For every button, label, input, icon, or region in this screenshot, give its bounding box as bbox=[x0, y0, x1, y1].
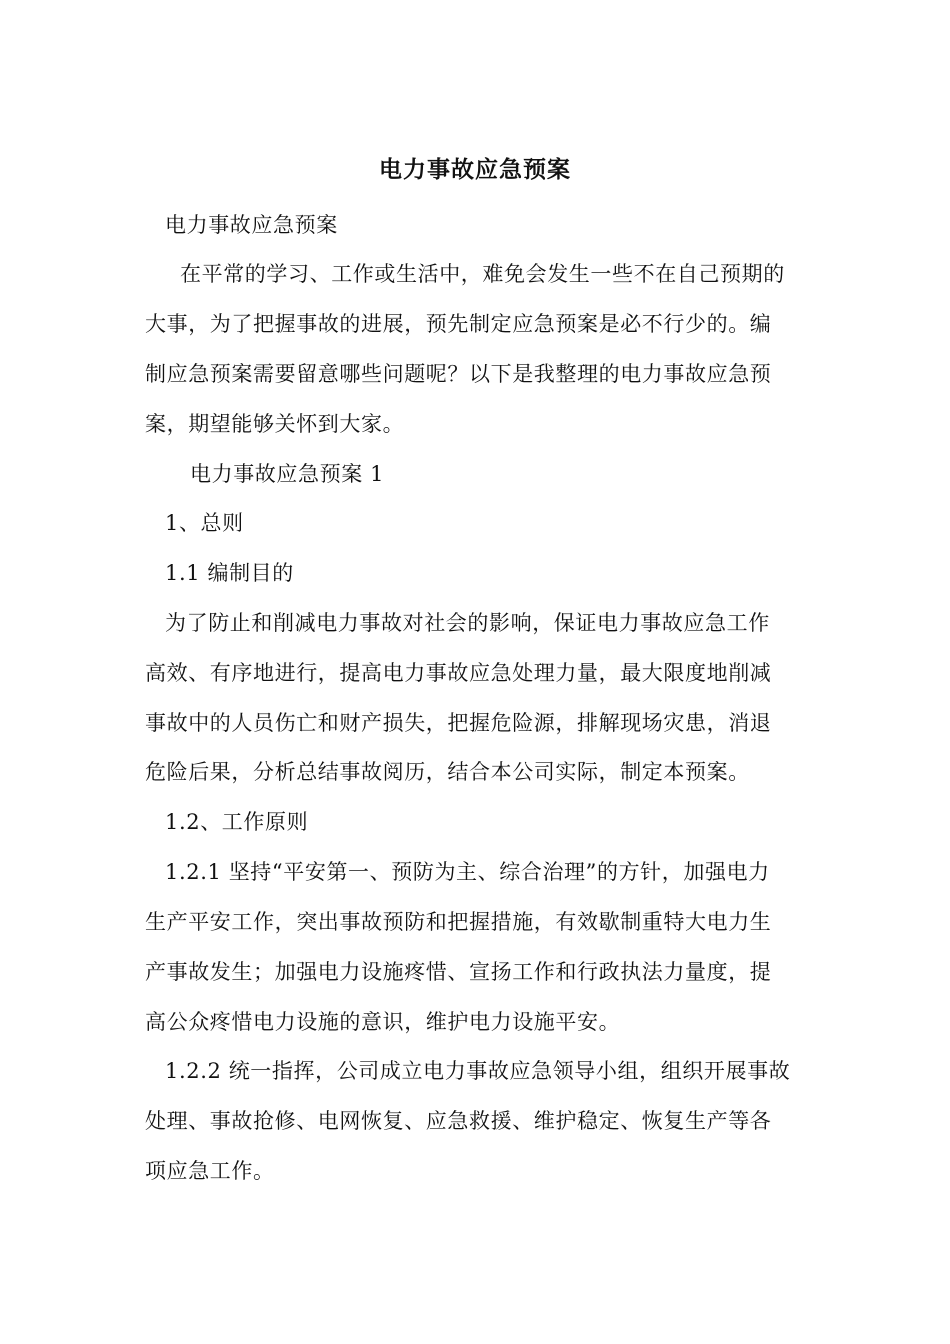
purpose-line-3: 事故中的人员伤亡和财产损失，把握危险源，排解现场灾患，消退 bbox=[145, 711, 772, 735]
purpose-line-4: 危险后果，分析总结事故阅历，结合本公司实际，制定本预案。 bbox=[145, 760, 750, 784]
heading-general: 1、总则 bbox=[165, 511, 244, 535]
intro-line-2: 大事，为了把握事故的进展，预先制定应急预案是必不行少的。编 bbox=[145, 312, 772, 336]
heading-principles: 1.2、工作原则 bbox=[165, 810, 309, 834]
heading-purpose: 1.1 编制目的 bbox=[165, 561, 294, 585]
principle-1-line-1: 1.2.1 坚持“平安第一、预防为主、综合治理”的方针，加强电力 bbox=[165, 860, 770, 884]
intro-line-3: 制应急预案需要留意哪些问题呢？以下是我整理的电力事故应急预 bbox=[145, 362, 772, 386]
principle-2-line-1: 1.2.2 统一指挥，公司成立电力事故应急领导小组，组织开展事故 bbox=[165, 1059, 791, 1083]
purpose-line-2: 高效、有序地进行，提高电力事故应急处理力量，最大限度地削减 bbox=[145, 661, 772, 685]
principle-1-line-4: 高公众疼惜电力设施的意识，维护电力设施平安。 bbox=[145, 1010, 621, 1034]
document-subtitle: 电力事故应急预案 bbox=[165, 213, 338, 237]
purpose-line-1: 为了防止和削减电力事故对社会的影响，保证电力事故应急工作 bbox=[165, 611, 770, 635]
document-title: 电力事故应急预案 bbox=[379, 156, 571, 183]
principle-2-line-3: 项应急工作。 bbox=[145, 1159, 275, 1183]
intro-line-4: 案，期望能够关怀到大家。 bbox=[145, 412, 405, 436]
section-title: 电力事故应急预案 1 bbox=[190, 462, 385, 486]
principle-1-line-2: 生产平安工作，突出事故预防和把握措施，有效歇制重特大电力生 bbox=[145, 910, 772, 934]
principle-2-line-2: 处理、事故抢修、电网恢复、应急救援、维护稳定、恢复生产等各 bbox=[145, 1109, 772, 1133]
principle-1-line-3: 产事故发生；加强电力设施疼惜、宣扬工作和行政执法力量度，提 bbox=[145, 960, 772, 984]
intro-line-1: 在平常的学习、工作或生活中，难免会发生一些不在自己预期的 bbox=[180, 262, 785, 286]
